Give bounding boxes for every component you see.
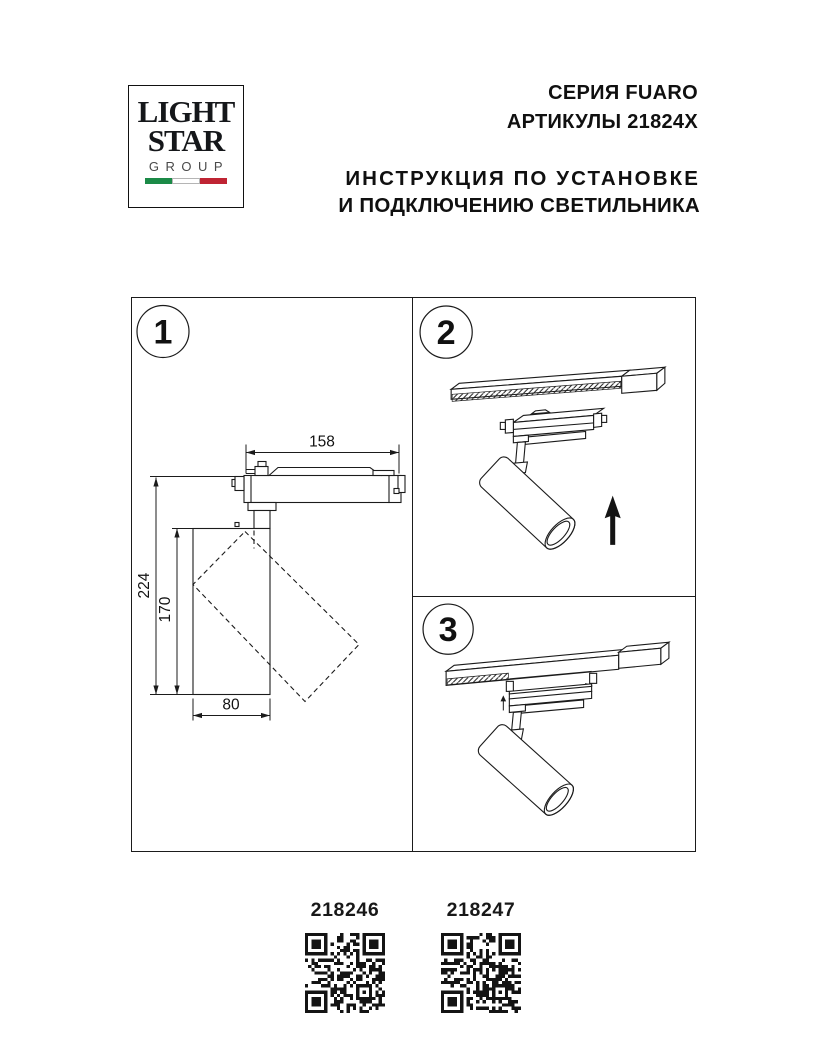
track-rail	[451, 367, 665, 401]
stem	[254, 511, 270, 529]
logo-word-star: STAR	[147, 123, 225, 158]
logo-word-light: LIGHT	[137, 94, 235, 129]
series-block	[312, 79, 698, 137]
instruction-title	[312, 166, 700, 219]
mount-lug	[255, 467, 268, 476]
instruction-title-line1: ИНСТРУКЦИЯ ПО УСТАНОВКЕ	[345, 167, 700, 190]
spot-cylinder	[477, 454, 580, 554]
up-arrow	[605, 496, 621, 545]
article-number: 218247	[446, 899, 516, 921]
step-number-3: 3	[438, 611, 458, 650]
dim-224	[136, 478, 159, 695]
qr-figure-218247	[438, 899, 524, 1013]
articles-line: АРТИКУЛЫ 21824X	[506, 111, 698, 133]
stem-flange	[509, 704, 525, 712]
series-title: СЕРИЯ FUARO	[548, 82, 698, 104]
adapter-neck	[248, 503, 276, 511]
lightstar-logo	[128, 85, 244, 208]
flag-green	[145, 178, 172, 184]
right-latch-pin	[590, 673, 597, 683]
qr-code	[438, 933, 524, 1013]
panel-step-3	[413, 597, 695, 851]
flag-white	[172, 178, 199, 184]
fixture	[476, 673, 597, 820]
dim-label-170: 170	[157, 596, 174, 623]
panel-step-2	[413, 298, 695, 597]
lamp-body-outline	[193, 529, 270, 695]
qr-code	[302, 933, 388, 1013]
article-number: 218246	[310, 899, 380, 921]
step-number-1: 1	[153, 313, 173, 352]
dim-80	[150, 695, 270, 721]
instruction-title-line2: И ПОДКЛЮЧЕНИЮ СВЕТИЛЬНИКА	[338, 193, 700, 217]
adapter-left-clip	[505, 419, 513, 433]
left-clip	[235, 477, 244, 491]
right-column	[413, 298, 695, 851]
flag-red	[200, 178, 227, 184]
italy-flag-stripe	[145, 178, 227, 184]
dim-170	[157, 529, 180, 695]
track-rail	[446, 642, 669, 685]
qr-figure-218246	[302, 899, 388, 1013]
dim-label-80: 80	[222, 696, 240, 714]
main-frame	[131, 297, 696, 852]
logo-word-group: GROUP	[148, 159, 230, 174]
dim-label-224: 224	[136, 572, 153, 599]
left-latch-pin	[506, 681, 513, 691]
dimension-drawing	[132, 298, 412, 851]
mounted-drawing	[413, 597, 695, 851]
adapter-right-clip	[594, 413, 602, 427]
panel-step-1	[132, 298, 413, 851]
dim-label-158: 158	[309, 433, 335, 451]
spot-cylinder	[476, 722, 579, 820]
contact-plate	[373, 471, 394, 476]
fixture	[477, 408, 607, 554]
mounting-drawing	[413, 298, 695, 596]
step-number-2: 2	[436, 314, 456, 353]
latch-indicator-arrow	[501, 695, 507, 701]
track-adapter-sideview	[150, 462, 405, 529]
